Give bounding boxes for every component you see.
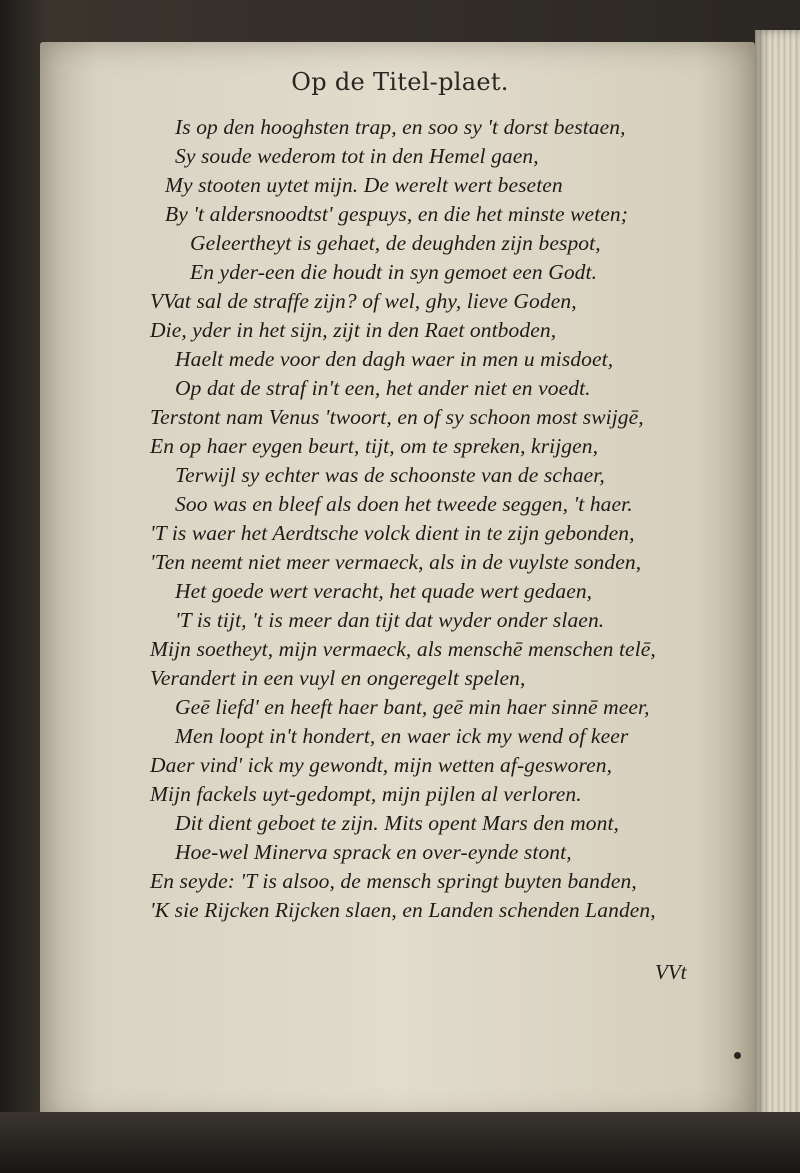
verse-line: En yder-een die houdt in syn gemoet een Godt. <box>190 260 598 284</box>
verse-line: Sy soude wederom tot in den Hemel gaen, <box>175 144 539 168</box>
catchword: VVt <box>655 960 687 984</box>
verse-line: Het goede wert veracht, het quade wert gedaen, <box>175 579 593 603</box>
verse-line: Mijn fackels uyt-gedompt, mijn pijlen al verloren. <box>150 782 582 806</box>
verse-line: Terstont nam Venus 'twoort, en of sy schoon most swijgē, <box>150 405 644 429</box>
book-binding <box>0 1112 800 1173</box>
verse-line: 'Ten neemt niet meer vermaeck, als in de vuylste sonden, <box>150 550 642 574</box>
verse-line: Haelt mede voor den dagh waer in men u misdoet, <box>175 347 614 371</box>
verse-line: Dit dient geboet te zijn. Mits opent Mars den mont, <box>175 811 620 835</box>
verse-line: VVat sal de straffe zijn? of wel, ghy, lieve Goden, <box>150 289 577 313</box>
page-heading: Op de Titel-plaet. <box>291 68 509 96</box>
verse-line: Terwijl sy echter was de schoonste van de schaer, <box>175 463 605 487</box>
verse-line: By 't aldersnoodtst' gespuys, en die het minste weten; <box>165 202 629 226</box>
verse-line: Op dat de straf in't een, het ander niet en voedt. <box>175 376 591 400</box>
verse-line: Die, yder in het sijn, zijt in den Raet ontboden, <box>150 318 557 342</box>
verse-line: 'T is waer het Aerdtsche volck dient in te zijn gebonden, <box>150 521 635 545</box>
verse-line: My stooten uytet mijn. De werelt wert beseten <box>165 173 563 197</box>
verse-line: Geleertheyt is gehaet, de deughden zijn bespot, <box>190 231 601 255</box>
verse-line: En op haer eygen beurt, tijt, om te spreken, krijgen, <box>150 434 599 458</box>
ink-dot <box>734 1052 741 1059</box>
verse-line: Men loopt in't hondert, en waer ick my wend of keer <box>175 724 629 748</box>
verse-line: Daer vind' ick my gewondt, mijn wetten af-gesworen, <box>150 753 613 777</box>
verse-line: 'K sie Rijcken Rijcken slaen, en Landen schenden Landen, <box>150 898 656 922</box>
verse-line: Soo was en bleef als doen het tweede seggen, 't haer. <box>175 492 633 516</box>
page-edge <box>755 30 800 1130</box>
verse-line: En seyde: 'T is alsoo, de mensch springt buyten banden, <box>150 869 637 893</box>
verse-line: Is op den hooghsten trap, en soo sy 't dorst bestaen, <box>175 115 626 139</box>
verse-line: Mijn soetheyt, mijn vermaeck, als menschē menschen telē, <box>150 637 656 661</box>
verse-line: Verandert in een vuyl en ongeregelt spelen, <box>150 666 526 690</box>
verse-line: Hoe-wel Minerva sprack en over-eynde stont, <box>175 840 572 864</box>
verse-line: 'T is tijt, 't is meer dan tijt dat wyder onder slaen. <box>175 608 605 632</box>
verse-line: Geē liefd' en heeft haer bant, geē min haer sinnē meer, <box>175 695 650 719</box>
